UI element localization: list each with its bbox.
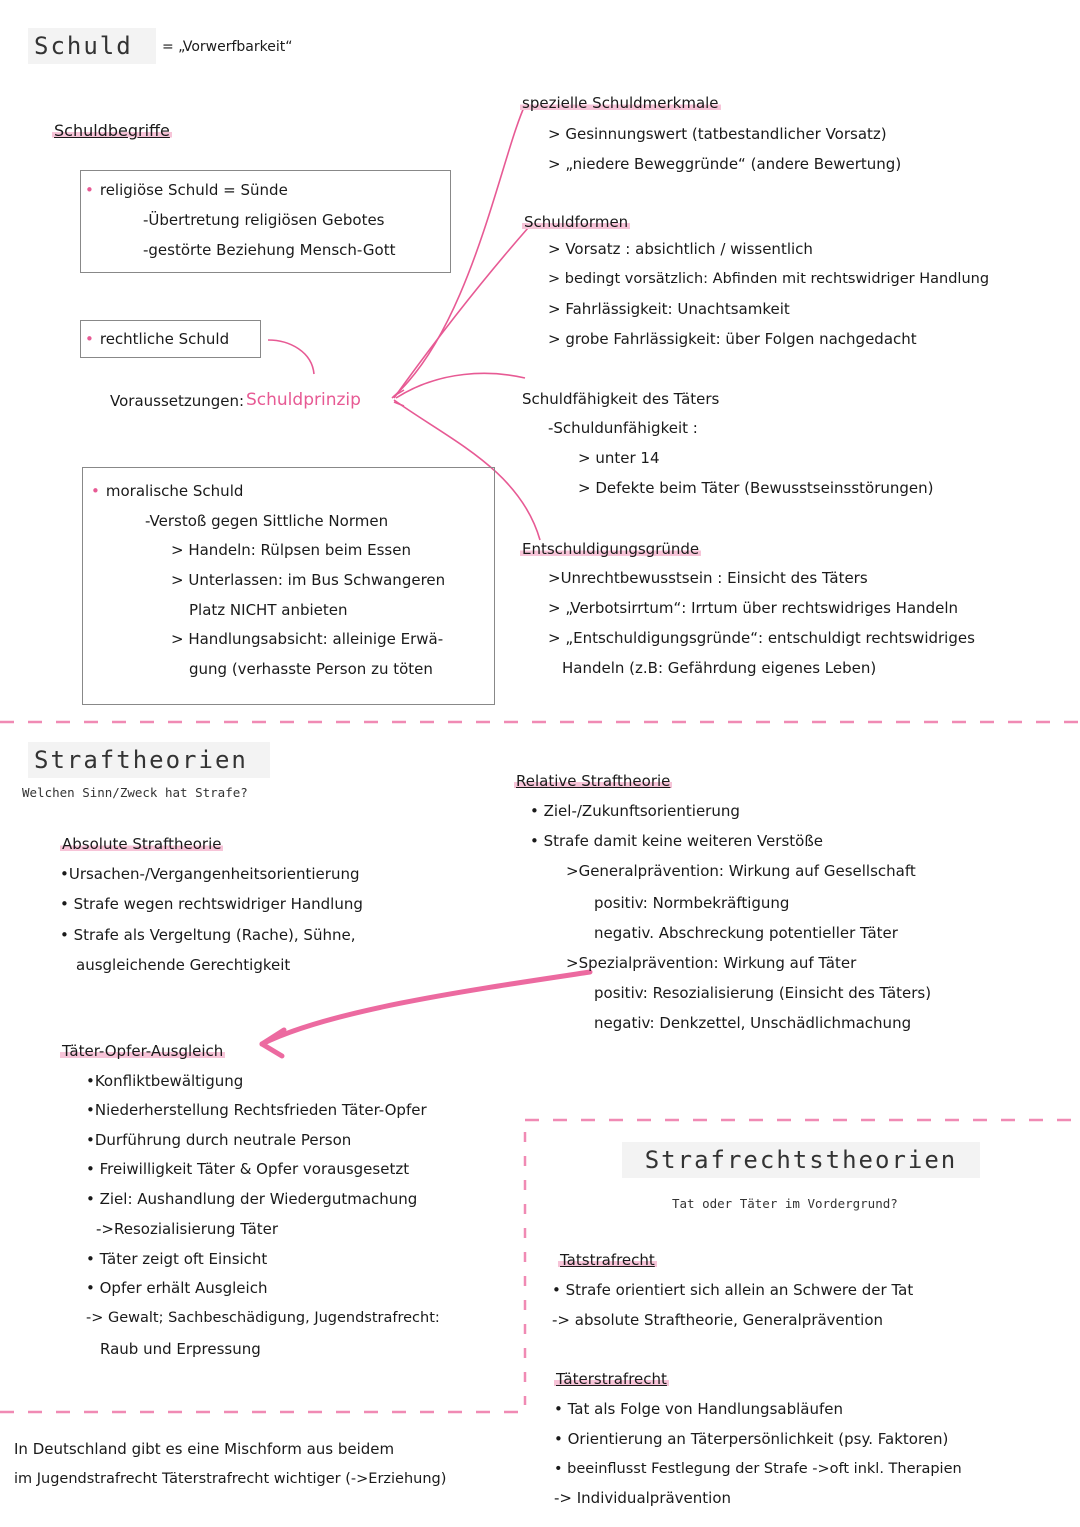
moral-guilt-line: gung (verhasste Person zu töten [189, 660, 433, 678]
relative-theory-line: negativ. Abschreckung potentieller Täter [594, 924, 898, 942]
guilt-form-item: > Vorsatz : absichtlich / wissentlich [548, 240, 813, 258]
schuldbegriffe-heading: Schuldbegriffe [54, 121, 170, 140]
relative-theory-line: • Ziel-/Zukunftsorientierung [530, 802, 740, 820]
schuld-title: Schuld [28, 28, 156, 64]
guilt-form-item: > bedingt vorsätzlich: Abfinden mit rechtswidriger Handlung [548, 271, 990, 287]
toa-heading: Täter-Opfer-Ausgleich [62, 1042, 224, 1060]
toa-line: Raub und Erpressung [100, 1340, 261, 1358]
excuse-line: Handeln (z.B: Gefährdung eigenes Leben) [562, 659, 877, 677]
capacity-line: -Schuldunfähigkeit : [548, 419, 698, 437]
moral-guilt-line: > Handeln: Rülpsen beim Essen [171, 541, 411, 559]
special-feature-item: > „niedere Beweggründe“ (andere Bewertung) [548, 155, 902, 173]
legal-guilt-box [80, 320, 261, 358]
absolute-theory-line: ausgleichende Gerechtigkeit [76, 956, 291, 974]
toa-line: • Opfer erhält Ausgleich [86, 1279, 268, 1297]
guilt-form-item: > grobe Fahrlässigkeit: über Folgen nachgedacht [548, 330, 917, 348]
religious-guilt-head: • religiöse Schuld = Sünde [85, 183, 288, 198]
toa-line: •Konfliktbewältigung [86, 1072, 244, 1090]
relative-theory-heading: Relative Straftheorie [516, 772, 671, 790]
schuldprinzip-label: Schuldprinzip [246, 390, 361, 410]
guilt-forms-heading: Schuldformen [524, 213, 629, 231]
relative-theory-line: >Generalprävention: Wirkung auf Gesellschaft [566, 862, 916, 880]
strafrechtstheorien-title: Strafrechtstheorien [622, 1142, 980, 1178]
religious-guilt-box [80, 170, 451, 273]
capacity-line: > unter 14 [578, 449, 660, 467]
absolute-theory-line: • Strafe als Vergeltung (Rache), Sühne, [60, 926, 356, 944]
capacity-heading: Schuldfähigkeit des Täters [522, 390, 720, 408]
taeterstrafrecht-line: • beeinflusst Festlegung der Strafe ->oft inkl. Therapien [554, 1461, 962, 1477]
tatstrafrecht-line: • Strafe orientiert sich allein an Schwere der Tat [552, 1281, 914, 1299]
moral-guilt-line: Platz NICHT anbieten [189, 601, 348, 619]
straftheorien-subtitle: Welchen Sinn/Zweck hat Strafe? [22, 785, 248, 800]
toa-line: • Freiwilligkeit Täter & Opfer vorausgesetzt [86, 1160, 410, 1178]
relative-theory-line: negativ: Denkzettel, Unschädlichmachung [594, 1014, 912, 1032]
capacity-line: > Defekte beim Täter (Bewusstseinsstörungen) [578, 479, 934, 497]
legal-guilt-label: • rechtliche Schuld [85, 332, 229, 347]
relative-theory-line: >Spezialprävention: Wirkung auf Täter [566, 954, 857, 972]
taeterstrafrecht-line: • Orientierung an Täterpersönlichkeit (psy. Faktoren) [554, 1430, 949, 1448]
prerequisites-label: Voraussetzungen: [110, 392, 245, 410]
excuses-heading: Entschuldigungsgründe [522, 540, 700, 558]
absolute-theory-heading: Absolute Straftheorie [62, 835, 222, 853]
religious-guilt-item: -Übertretung religiösen Gebotes [143, 211, 385, 229]
moral-guilt-line: -Verstoß gegen Sittliche Normen [145, 512, 389, 530]
relative-theory-line: positiv: Normbekräftigung [594, 894, 790, 912]
moral-guilt-line: > Handlungsabsicht: alleinige Erwä- [171, 630, 444, 648]
tatstrafrecht-line: -> absolute Straftheorie, Generalprävention [552, 1311, 884, 1329]
footer-note: im Jugendstrafrecht Täterstrafrecht wichtiger (->Erziehung) [14, 1471, 447, 1487]
taeterstrafrecht-line: • Tat als Folge von Handlungsabläufen [554, 1400, 843, 1418]
guilt-form-item: > Fahrlässigkeit: Unachtsamkeit [548, 300, 790, 318]
toa-line: • Täter zeigt oft Einsicht [86, 1250, 268, 1268]
schuld-subtitle: = „Vorwerfbarkeit“ [162, 39, 293, 55]
absolute-theory-line: •Ursachen-/Vergangenheitsorientierung [60, 865, 360, 883]
toa-line: •Durführung durch neutrale Person [86, 1131, 352, 1149]
relative-theory-line: positiv: Resozialisierung (Einsicht des Täters) [594, 984, 932, 1002]
straftheorien-title: Straftheorien [28, 742, 270, 778]
tatstrafrecht-heading: Tatstrafrecht [560, 1251, 655, 1269]
excuse-line: > „Entschuldigungsgründe“: entschuldigt rechtswidriges [548, 629, 975, 647]
religious-guilt-item: -gestörte Beziehung Mensch-Gott [143, 241, 396, 259]
absolute-theory-line: • Strafe wegen rechtswidriger Handlung [60, 895, 363, 913]
moral-guilt-head: • moralische Schuld [91, 484, 243, 499]
moral-guilt-line: > Unterlassen: im Bus Schwangeren [171, 571, 446, 589]
footer-note: In Deutschland gibt es eine Mischform aus beidem [14, 1440, 395, 1458]
excuse-line: >Unrechtbewusstsein : Einsicht des Täters [548, 569, 868, 587]
excuse-line: > „Verbotsirrtum“: Irrtum über rechtswidriges Handeln [548, 599, 959, 617]
relative-theory-line: • Strafe damit keine weiteren Verstöße [530, 832, 824, 850]
strafrechtstheorien-subtitle: Tat oder Täter im Vordergrund? [672, 1196, 898, 1211]
toa-line: •Niederherstellung Rechtsfrieden Täter-Opfer [86, 1101, 427, 1119]
toa-line: ->Resozialisierung Täter [96, 1220, 279, 1238]
moral-guilt-box [82, 467, 495, 705]
taeterstrafrecht-line: -> Individualprävention [554, 1489, 732, 1507]
taeterstrafrecht-heading: Täterstrafrecht [556, 1370, 667, 1388]
toa-line: • Ziel: Aushandlung der Wiedergutmachung [86, 1190, 418, 1208]
special-feature-item: > Gesinnungswert (tatbestandlicher Vorsatz) [548, 125, 887, 143]
special-features-heading: spezielle Schuldmerkmale [522, 94, 719, 112]
toa-line: -> Gewalt; Sachbeschädigung, Jugendstrafrecht: [86, 1310, 440, 1326]
